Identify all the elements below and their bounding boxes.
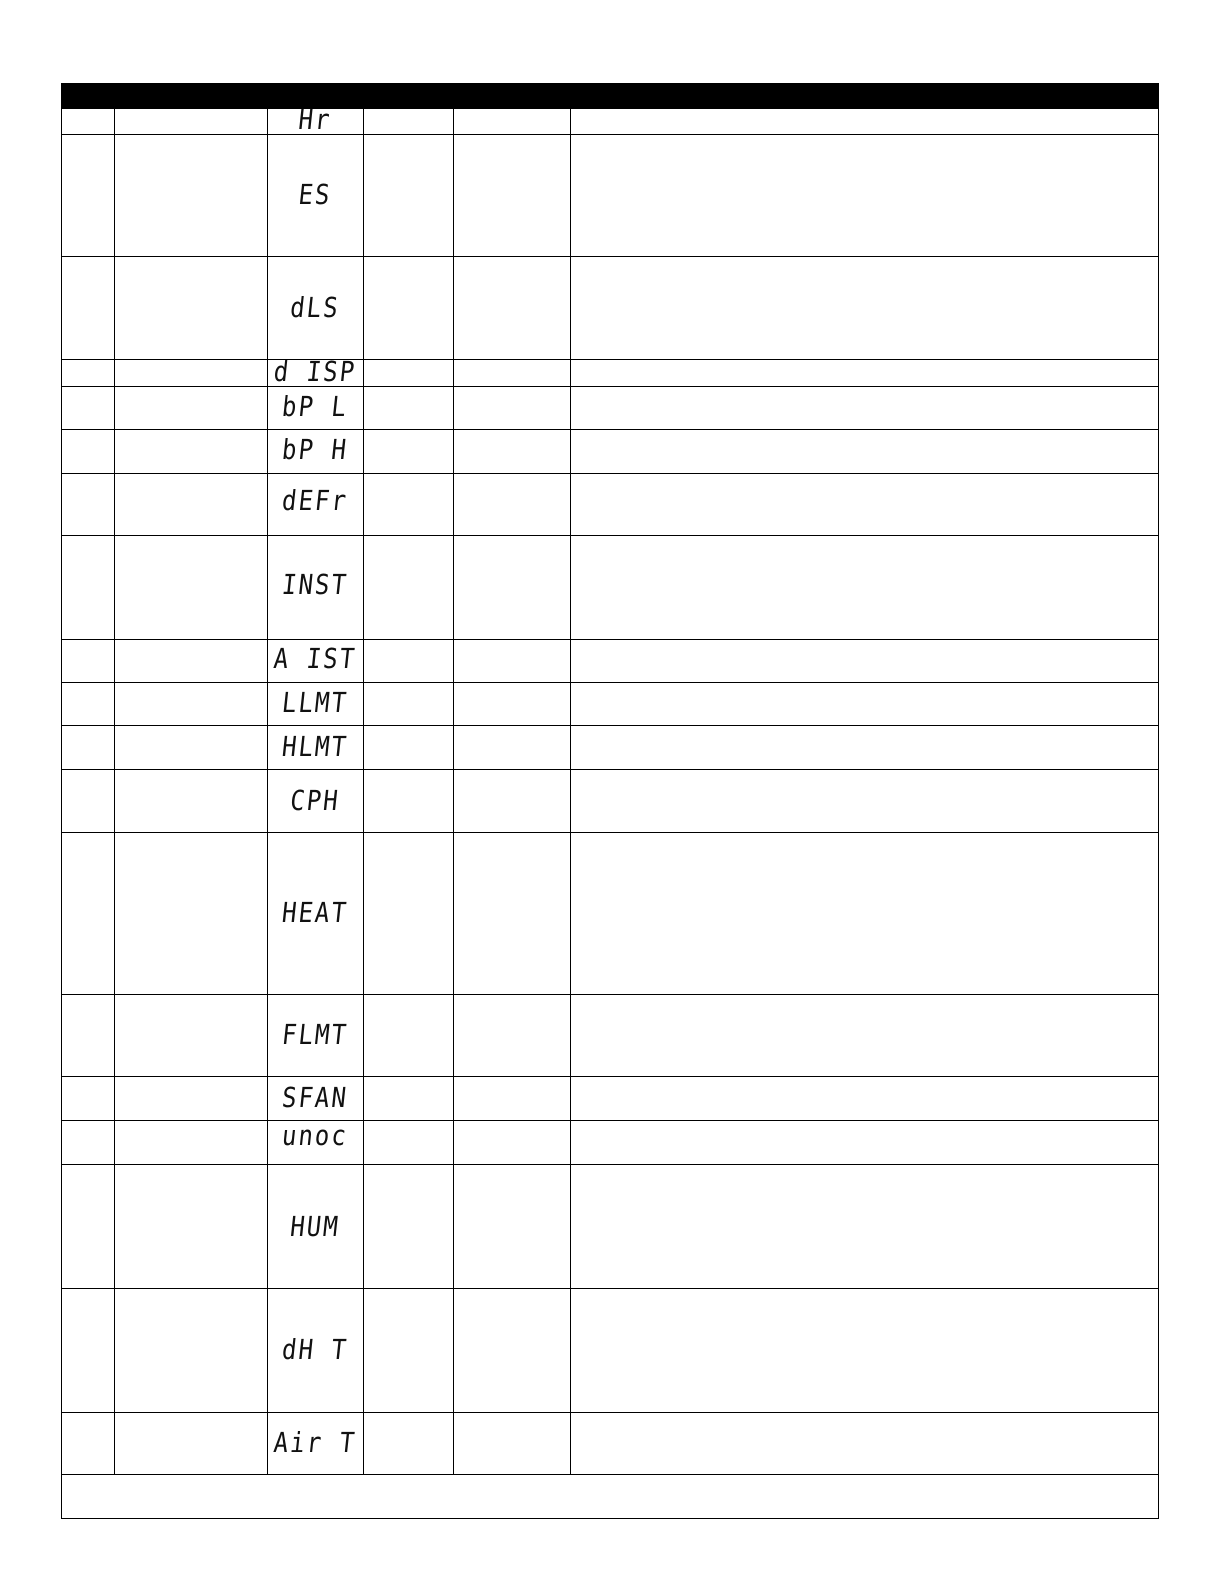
lcd-code-cell: CPH [288,784,342,818]
lcd-code-cell: d ISP [272,355,358,389]
lcd-code-cell: FLMT [280,1018,350,1052]
column-divider [570,109,571,1475]
lcd-code-cell: INST [280,568,350,602]
lcd-code-cell: HEAT [280,896,350,930]
row-divider [61,1412,1159,1413]
row-divider [61,535,1159,536]
lcd-code-cell: SFAN [280,1081,350,1115]
column-divider [453,109,454,1475]
lcd-code-cell: dH T [280,1333,350,1367]
table-header-bar [61,83,1159,109]
row-divider [61,473,1159,474]
lcd-code-cell: unoc [280,1119,350,1153]
row-divider [61,386,1159,387]
lcd-code-cell: LLMT [280,686,350,720]
lcd-code-cell: Air T [272,1426,358,1460]
lcd-code-cell: dLS [288,291,342,325]
row-divider [61,1120,1159,1121]
row-divider [61,1288,1159,1289]
lcd-code-cell: HUM [288,1210,342,1244]
row-divider [61,134,1159,135]
row-divider [61,832,1159,833]
parameter-table [61,103,1159,1519]
lcd-code-cell: bP H [280,433,350,467]
lcd-code-cell: dEFr [280,484,350,518]
lcd-code-cell: bP L [280,390,350,424]
row-divider [61,429,1159,430]
row-divider [61,994,1159,995]
row-divider [61,1164,1159,1165]
lcd-code-cell: Hr [296,103,334,137]
table-border-right [1158,109,1159,1519]
row-divider [61,639,1159,640]
lcd-code-cell: ES [296,178,334,212]
row-divider [61,725,1159,726]
table-border-left [61,109,62,1519]
row-divider [61,682,1159,683]
row-divider [61,256,1159,257]
row-divider [61,769,1159,770]
lcd-code-cell: A IST [272,642,358,676]
row-divider [61,359,1159,360]
column-divider [114,109,115,1475]
table-border-bottom [61,1518,1159,1519]
lcd-code-cell: HLMT [280,730,350,764]
row-divider [61,1076,1159,1077]
row-divider [61,1474,1159,1475]
